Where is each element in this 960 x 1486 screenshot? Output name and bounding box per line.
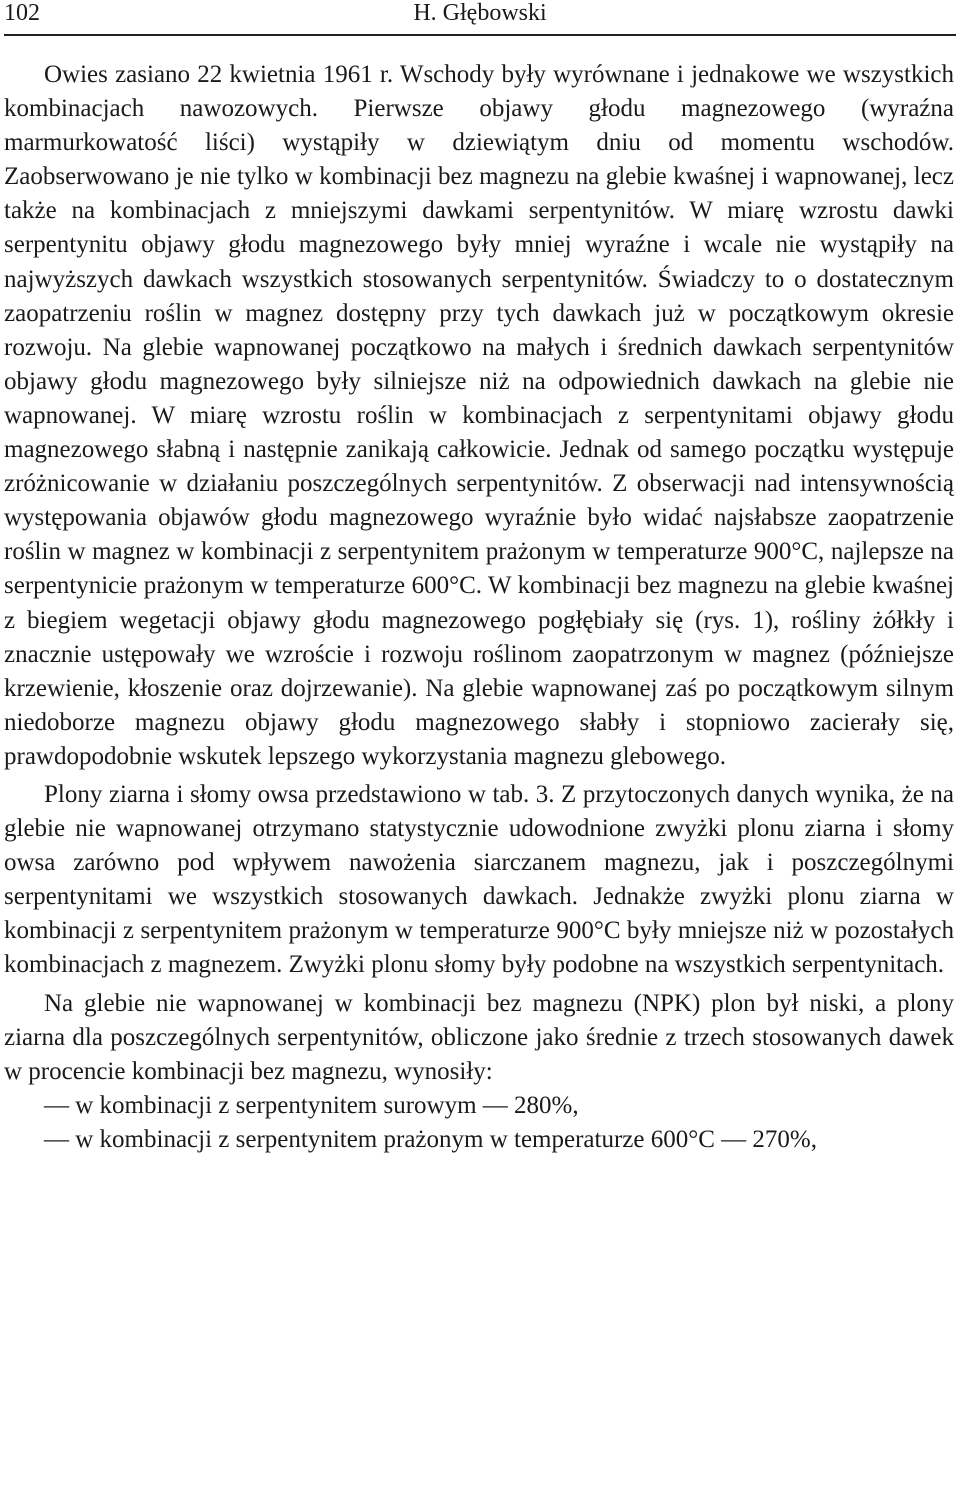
header-rule bbox=[4, 34, 956, 36]
paragraph-yields: Plony ziarna i słomy owsa przedstawiono w tab. 3. Z przytoczonych danych wynika, że na glebie nie wapnowanej otrzymano statystycznie udowodnione zwyżki plonu ziarna i słomy owsa zarówno pod wpływem nawożenia siarczanem magnezu, jak i poszczególnymi serpentynitami we wszystkich stosowanych dawkach. Jednakże zwyżki plonu ziarna w kombinacji z serpentynitem prażonym w temperaturze 900°C były mniejsze niż w pozostałych kombinacjach z magnezem. Zwyżki plonu słomy były podobne na wszystkich serpentynitach. bbox=[4, 780, 954, 979]
page-number: 102 bbox=[4, 0, 40, 26]
paragraph-observations: Owies zasiano 22 kwietnia 1961 r. Wschody były wyrównane i jednakowe we wszystkich kombinacjach nawozowych. Pierwsze objawy głodu magnezowego (wyraźna marmurkowatość liści) wystąpiły w dziewiątym dniu od momentu wschodów. Zaobserwowano je nie tylko w kombinacji bez magnezu na glebie kwaśnej i wapnowanej, lecz także na kombinacjach z mniejszymi dawkami serpentynitów. W miarę wzrostu dawki serpentynitu objawy głodu magnezowego były mniej wyraźne i wcale nie wystąpiły na najwyższych dawkach wszystkich stosowanych serpentynitów. Świadczy to o dostatecznym zaopatrzeniu roślin w magnez dostępny przy tych dawkach już w początkowym okresie rozwoju. Na glebie wapnowanej początkowo na małych i średnich dawkach serpentynitów objawy głodu magnezowego były silniejsze niż na odpowiednich dawkach na glebie nie wapnowanej. W miarę wzrostu roślin w kombinacjach z serpentynitami objawy głodu magnezowego słabną i następnie zanikają całkowicie. Jednak od samego początku występuje zróżnicowanie w działaniu poszczególnych serpentynitów. Z obserwacji nad intensywnością występowania objawów głodu magnezowego wyraźnie było widać najsłabsze zaopatrzenie roślin w magnez w kombinacji z serpentynitem prażonym w temperaturze 900°C, najlepsze na serpentynicie prażonym w temperaturze 600°C. W kombinacji bez magnezu na glebie kwaśnej z biegiem wegetacji objawy głodu magnezowego pogłębiały się (rys. 1), rośliny żółkły i znacznie ustępowały we wzroście i rozwoju roślinom zaopatrzonym w magnez (późniejsze krzewienie, kłoszenie oraz dojrzewanie). Na glebie wapnowanej zaś po początkowym silnym niedoborze magnezu objawy głodu magnezowego słabły i stopniowo zacierały się, prawdopodobnie wskutek lepszego wykorzystania magnezu glebowego. bbox=[4, 61, 954, 770]
paragraph-unlimed-soil: Na glebie nie wapnowanej w kombinacji bez magnezu (NPK) plon był niski, a plony ziarna dla poszczególnych serpentynitów, obliczone jako średnie z trzech stosowanych dawek w procencie kombinacji bez magnezu, wynosiły: bbox=[4, 989, 954, 1085]
body-text bbox=[4, 58, 954, 1157]
list-item-raw-serpentinite: — w kombinacji z serpentynitem surowym — 280%, bbox=[44, 1091, 579, 1119]
running-title: H. Głębowski bbox=[413, 0, 547, 26]
list-item-roasted-serpentinite: — w kombinacji z serpentynitem prażonym w temperaturze 600°C — 270%, bbox=[44, 1125, 817, 1153]
running-head bbox=[4, 0, 956, 34]
